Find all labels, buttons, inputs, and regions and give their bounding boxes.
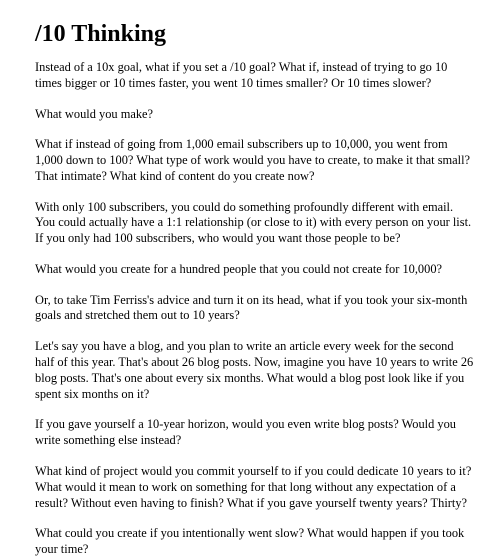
paragraph-4: With only 100 subscribers, you could do something profoundly different with email. You could actually have a 1:1 relationship (or close to it) with every person on your list. If you only had 100 subscribers, who would you want those people to be? [35,199,472,246]
paragraph-8: If you gave yourself a 10-year horizon, would you even write blog posts? Would you write something else instead? [35,417,456,448]
paragraph-1: Instead of a 10x goal, what if you set a /10 goal? What if, instead of trying to go 10 times bigger or 10 times faster, you went 10 times smaller? Or 10 times slower? [35,60,448,90]
paragraph-6: Or, to take Tim Ferriss's advice and turn it on its head, what if you took your six-month goals and stretched them out to 10 years? [35,292,468,323]
paragraph-7: Let's say you have a blog, and you plan to write an article every week for the second half of this year. That's about 26 blog posts. Now, imagine you have 10 years to write 26 blog posts. That's one about every six months. What would a blog post look like if you spent six months on it? [35,339,474,401]
paragraph-10: What could you create if you intentionally went slow? What would happen if you took your time? [35,526,465,557]
paragraph-9: What kind of project would you commit yourself to if you could dedicate 10 years to it? What would it mean to work on something for that long without any expectation of a result? Without even having to finish? What if you gave yourself twenty years? Thirty? [35,463,472,510]
paragraph-5: What would you create for a hundred people that you could not create for 10,000? [35,261,443,276]
article-title: /10 Thinking [35,21,166,47]
paragraph-2: What would you make? [35,106,154,121]
article-body [35,60,474,558]
paragraph-3: What if instead of going from 1,000 email subscribers up to 10,000, you went from 1,000 down to 100? What type of work would you have to create, to make it that small? That intimate? What kind of content do you create now? [35,137,471,183]
